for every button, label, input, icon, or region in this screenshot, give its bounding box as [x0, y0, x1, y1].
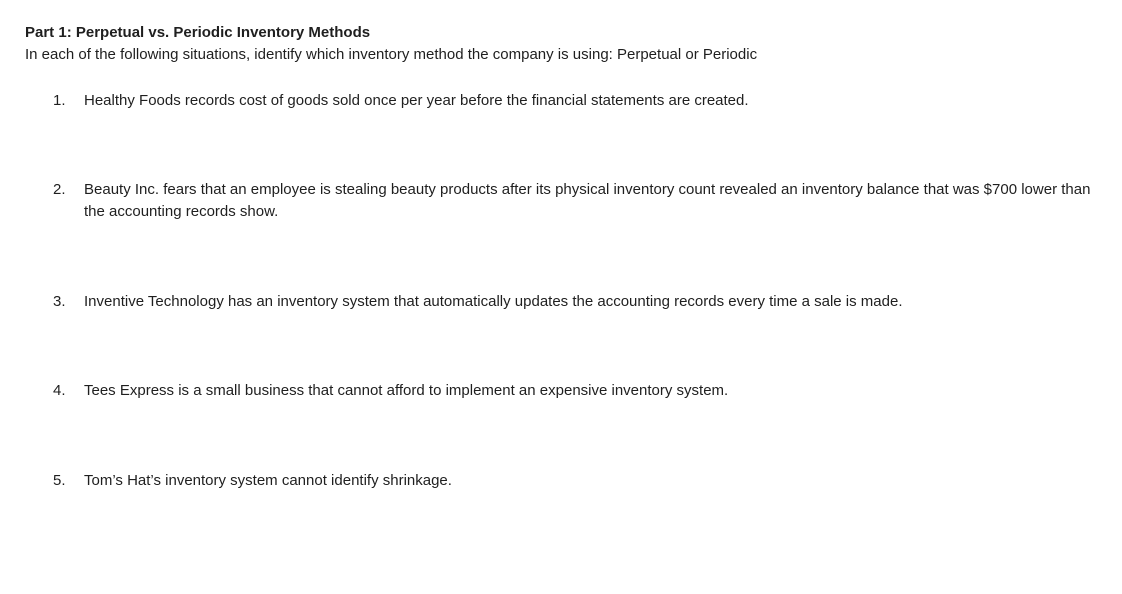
question-text: Beauty Inc. fears that an employee is stealing beauty products after its physical inventory count revealed an inventory balance that was $700 lower than the accounting records show. [84, 181, 1091, 220]
question-text: Tees Express is a small business that cannot afford to implement an expensive inventory system. [84, 382, 729, 399]
question-item [53, 470, 1103, 492]
question-number: 1. [53, 92, 66, 109]
section-title: Part 1: Perpetual vs. Periodic Inventory Methods [25, 24, 371, 41]
question-number: 3. [53, 293, 66, 310]
question-item [53, 90, 1103, 112]
question-item [53, 380, 1103, 402]
question-item [53, 291, 1103, 313]
question-item [53, 179, 1103, 223]
question-text: Tom’s Hat’s inventory system cannot identify shrinkage. [84, 472, 452, 489]
question-text: Inventive Technology has an inventory system that automatically updates the accounting records every time a sale is made. [84, 293, 903, 310]
instructions: In each of the following situations, identify which inventory method the company is using: Perpetual or Periodic [25, 46, 758, 63]
question-number: 2. [53, 181, 66, 198]
question-text: Healthy Foods records cost of goods sold once per year before the financial statements are created. [84, 92, 749, 109]
question-number: 5. [53, 472, 66, 489]
question-number: 4. [53, 382, 66, 399]
